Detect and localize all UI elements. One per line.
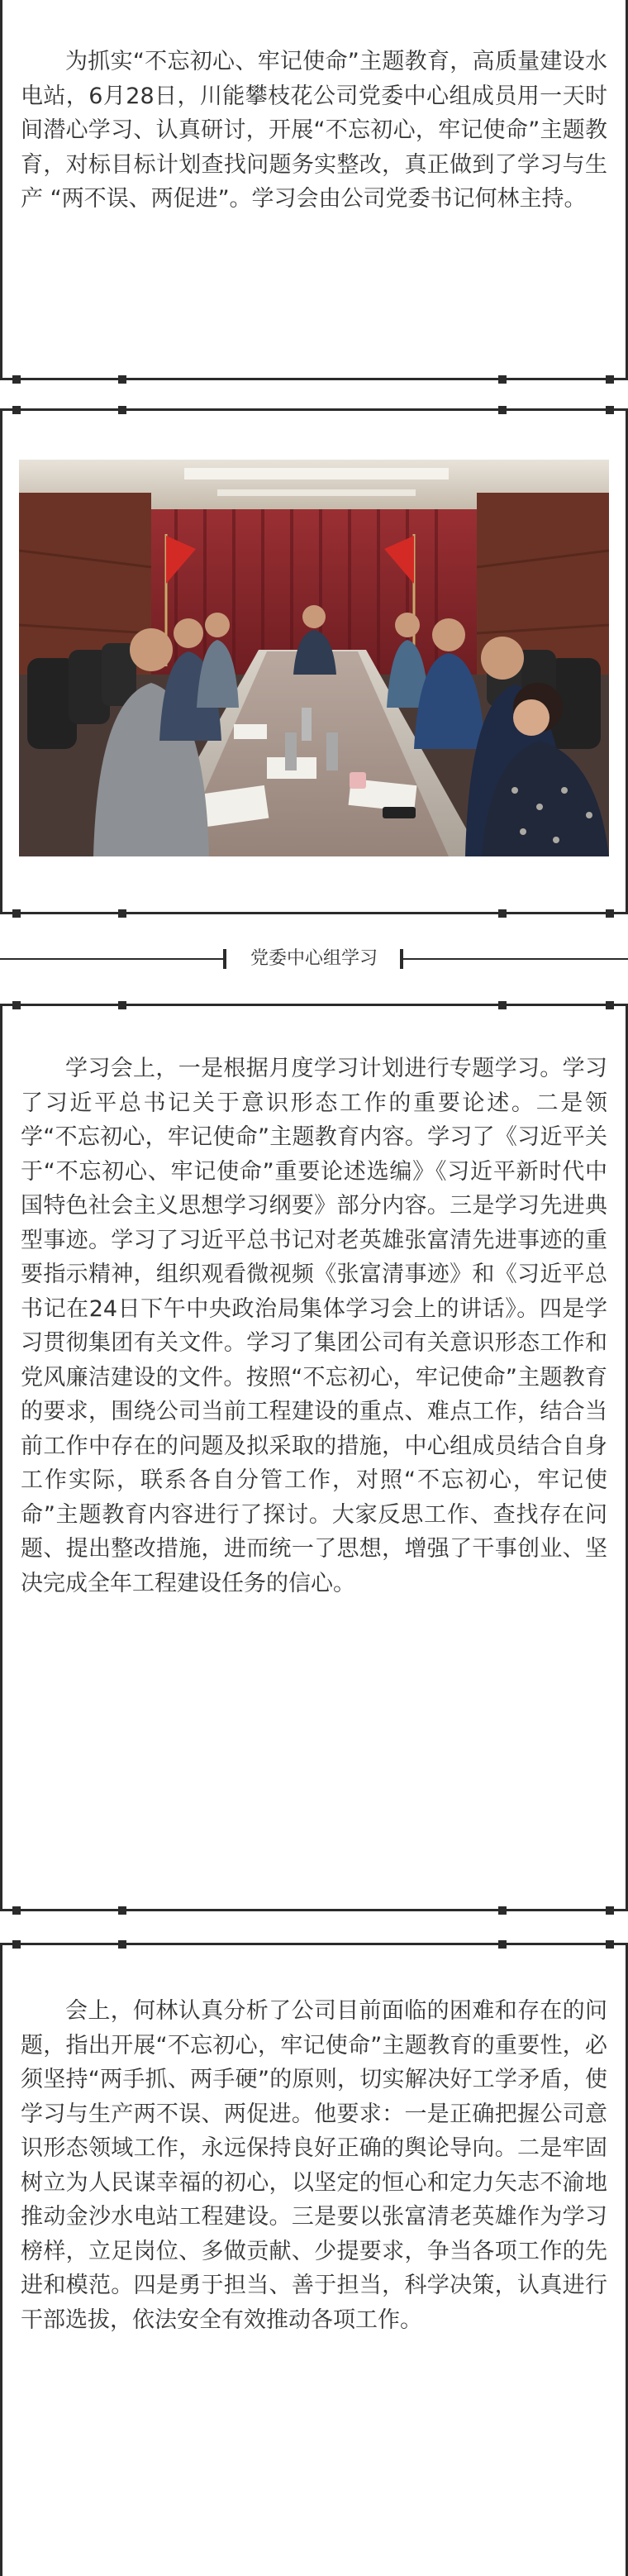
border-dot [12, 406, 21, 414]
border-dot [118, 406, 126, 414]
border-dot [118, 1906, 126, 1915]
photo-card [0, 408, 628, 914]
meeting-photo-illustration [19, 460, 609, 856]
border-dot [12, 1906, 21, 1915]
border-dot [498, 1906, 507, 1915]
border-dot [498, 1001, 507, 1009]
card-top-border [2, 408, 626, 411]
caption-divider-right [403, 958, 628, 960]
card-bottom-border [2, 912, 626, 914]
border-dot [12, 909, 21, 918]
border-dot [498, 375, 507, 384]
card-top-border [2, 1004, 626, 1006]
border-dot [12, 1940, 21, 1949]
border-dot [498, 1940, 507, 1949]
photo-caption: 党委中心组学习 [250, 948, 378, 969]
intro-card [0, 0, 628, 380]
border-dot [118, 1001, 126, 1009]
border-dot [606, 909, 614, 918]
summary-card [0, 1943, 628, 2576]
border-dot [606, 1906, 614, 1915]
border-dot [498, 406, 507, 414]
border-dot [12, 1001, 21, 1009]
card-bottom-border [2, 378, 626, 380]
border-dot [118, 1940, 126, 1949]
intro-paragraph: 为抓实“不忘初心、牢记使命”主题教育，高质量建设水电站，6月28日，川能攀枝花公司党委中心组成员用一天时间潜心学习、认真研讨，开展“不忘初心，牢记使命”主题教育，对标目标计划查找问题务实整改，真正做到了学习与生产 “两不误、两促进”。学习会由公司党委书记何林主持。 [21, 49, 607, 212]
card-top-border [2, 1943, 626, 1945]
border-dot [12, 375, 21, 384]
card-bottom-border [2, 1909, 626, 1911]
border-dot [606, 1940, 614, 1949]
border-dot [118, 909, 126, 918]
meeting-photo [19, 460, 609, 856]
border-dot [606, 406, 614, 414]
caption-divider-left [0, 958, 223, 960]
border-dot [498, 909, 507, 918]
border-dot [606, 375, 614, 384]
study-card [0, 1004, 628, 1911]
caption-tick-left [223, 949, 226, 969]
study-paragraph: 学习会上，一是根据月度学习计划进行专题学习。学习了习近平总书记关于意识形态工作的重要论述。二是领学“不忘初心，牢记使命”主题教育内容。学习了《习近平关于“不忘初心、牢记使命”重要论述选编》《习近平新时代中国特色社会主义思想学习纲要》部分内容。三是学习先进典型事迹。学习了习近平总书记对老英雄张富清先进事迹的重要指示精神，组织观看微视频《张富清事迹》和《习近平总书记在24日下午中央政治局集体学习会上的讲话》。四是学习贯彻集团有关文件。学习了集团公司有关意识形态工作和党风廉洁建设的文件。按照“不忘初心，牢记使命”主题教育的要求，围绕公司当前工程建设的重点、难点工作，结合当前工作中存在的问题及拟采取的措施，中心组成员结合自身工作实际，联系各自分管工作，对照“不忘初心，牢记使命”主题教育内容进行了探讨。大家反思工作、查找存在问题、提出整改措施，进而统一了思想，增强了干事创业、坚决完成全年工程建设任务的信心。 [21, 1056, 607, 1596]
summary-paragraph: 会上，何林认真分析了公司目前面临的困难和存在的问题，指出开展“不忘初心，牢记使命”主题教育的重要性，必须坚持“两手抓、两手硬”的原则，切实解决好工学矛盾，使学习与生产两不误、两促进。他要求：一是正确把握公司意识形态领域工作，永远保持良好正确的舆论导向。二是牢固树立为人民谋幸福的初心，以坚定的恒心和定力矢志不渝地推动金沙水电站工程建设。三是要以张富清老英雄作为学习榜样，立足岗位、多做贡献、少提要求，争当各项工作的先进和模范。四是勇于担当、善于担当，科学决策，认真进行干部选拔，依法安全有效推动各项工作。 [21, 1998, 607, 2333]
border-dot [606, 1001, 614, 1009]
border-dot [118, 375, 126, 384]
photo-caption-bar [0, 942, 628, 976]
